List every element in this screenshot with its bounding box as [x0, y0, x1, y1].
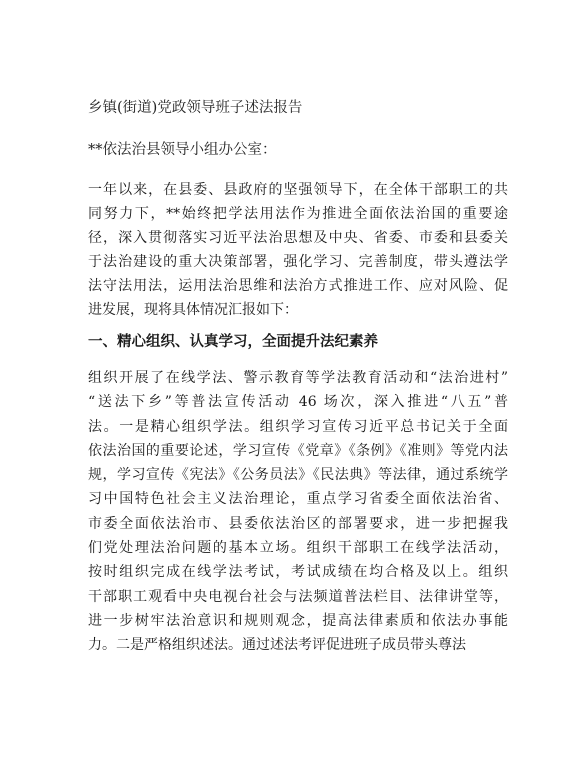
intro-line: 径，深入贯彻落实习近平法治思想及中央、省委、市委和县委关 — [88, 230, 508, 246]
section-line: “送法下乡”等普法宣传活动 46 场次，深入推进“八五”普 — [88, 394, 508, 411]
section-line: 组织开展了在线学法、警示教育等学法教育活动和“法治进村” — [88, 370, 508, 386]
section-line: 依法治国的重要论述，学习宣传《党章》《条例》《准则》等党内法 — [88, 442, 508, 459]
section-line: 力。二是严格组织述法。通过述法考评促进班子成员带头尊法 — [88, 637, 466, 654]
intro-line: 法守法用法，运用法治思维和法治方式推进工作、应对风险、促 — [88, 278, 508, 294]
section-line: 法。一是精心组织学法。组织学习宣传习近平总书记关于全面 — [88, 418, 508, 435]
section-paragraph — [88, 366, 508, 658]
section-line: 习中国特色社会主义法治理论，重点学习省委全面依法治省、 — [88, 491, 508, 508]
intro-line: 同努力下，**始终把学法用法作为推进全面依法治国的重要途 — [88, 206, 508, 222]
section-line: 市委全面依法治市、县委依法治区的部署要求，进一步把握我 — [88, 515, 508, 532]
section-line: 进一步树牢法治意识和规则观念，提高法律素质和依法办事能 — [88, 612, 508, 629]
document-page — [88, 98, 508, 658]
intro-line: 于法治建设的重大决策部署，强化学习、完善制度，带头遵法学 — [88, 254, 508, 270]
intro-paragraph — [88, 178, 508, 322]
section-line: 干部职工观看中央电视台社会与法频道普法栏目、法律讲堂等， — [88, 588, 508, 605]
section-line: 按时组织完成在线学法考试，考试成绩在均合格及以上。组织 — [88, 564, 508, 581]
intro-line: 进发展，现将具体情况汇报如下： — [88, 302, 298, 318]
salutation: **依法治县领导小组办公室： — [88, 142, 277, 158]
intro-line: 一年以来，在县委、县政府的坚强领导下，在全体干部职工的共 — [88, 182, 508, 198]
document-title: 乡镇(街道)党政领导班子述法报告 — [88, 100, 303, 116]
section-heading: 一、精心组织、认真学习，全面提升法纪素养 — [88, 333, 378, 350]
section-line: 们党处理法治问题的基本立场。组织干部职工在线学法活动， — [88, 540, 508, 557]
section-line: 规，学习宣传《宪法》《公务员法》《民法典》等法律，通过系统学 — [88, 467, 508, 484]
